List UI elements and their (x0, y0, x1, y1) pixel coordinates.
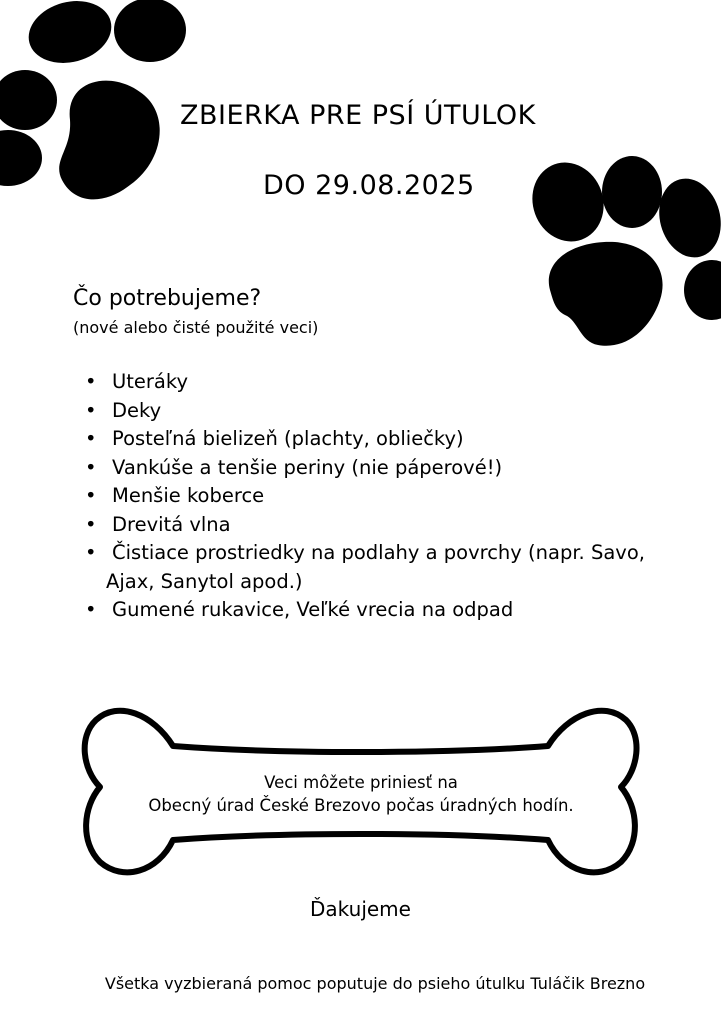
list-item: • Gumené rukavice, Veľké vrecia na odpad (85, 596, 705, 625)
footer-text: Všetka vyzbieraná pomoc poputuje do psieho útulku Tuláčik Brezno (104, 974, 646, 993)
needs-heading: Čo potrebujeme? (73, 286, 262, 311)
list-item (85, 539, 705, 596)
deadline-date: DO 29.08.2025 (263, 170, 475, 201)
list-item-text: Čistiace prostriedky na podlahy a povrchy (napr. Savo, (112, 541, 645, 564)
paw-print-icon (520, 150, 721, 350)
thanks-text: Ďakujeme (310, 897, 411, 921)
paw-print-icon (0, 0, 200, 205)
drop-off-line-1: Veci môžete priniesť na (264, 773, 458, 792)
list-item: • Vankúše a tenšie periny (nie páperové!) (85, 454, 705, 483)
needs-note: (nové alebo čisté použité veci) (73, 318, 319, 337)
list-item: • Deky (85, 397, 705, 426)
drop-off-line-2: Obecný úrad České Brezovo počas úradných hodín. (148, 796, 574, 815)
list-item: • Drevitá vlna (85, 511, 705, 540)
list-item-continuation: Ajax, Sanytol apod.) (106, 569, 303, 593)
list-item: • Posteľná bielizeň (plachty, obliečky) (85, 425, 705, 454)
needs-list (85, 368, 705, 625)
list-item: • Uteráky (85, 368, 705, 397)
list-item: • Menšie koberce (85, 482, 705, 511)
poster-title: ZBIERKA PRE PSÍ ÚTULOK (180, 100, 536, 131)
